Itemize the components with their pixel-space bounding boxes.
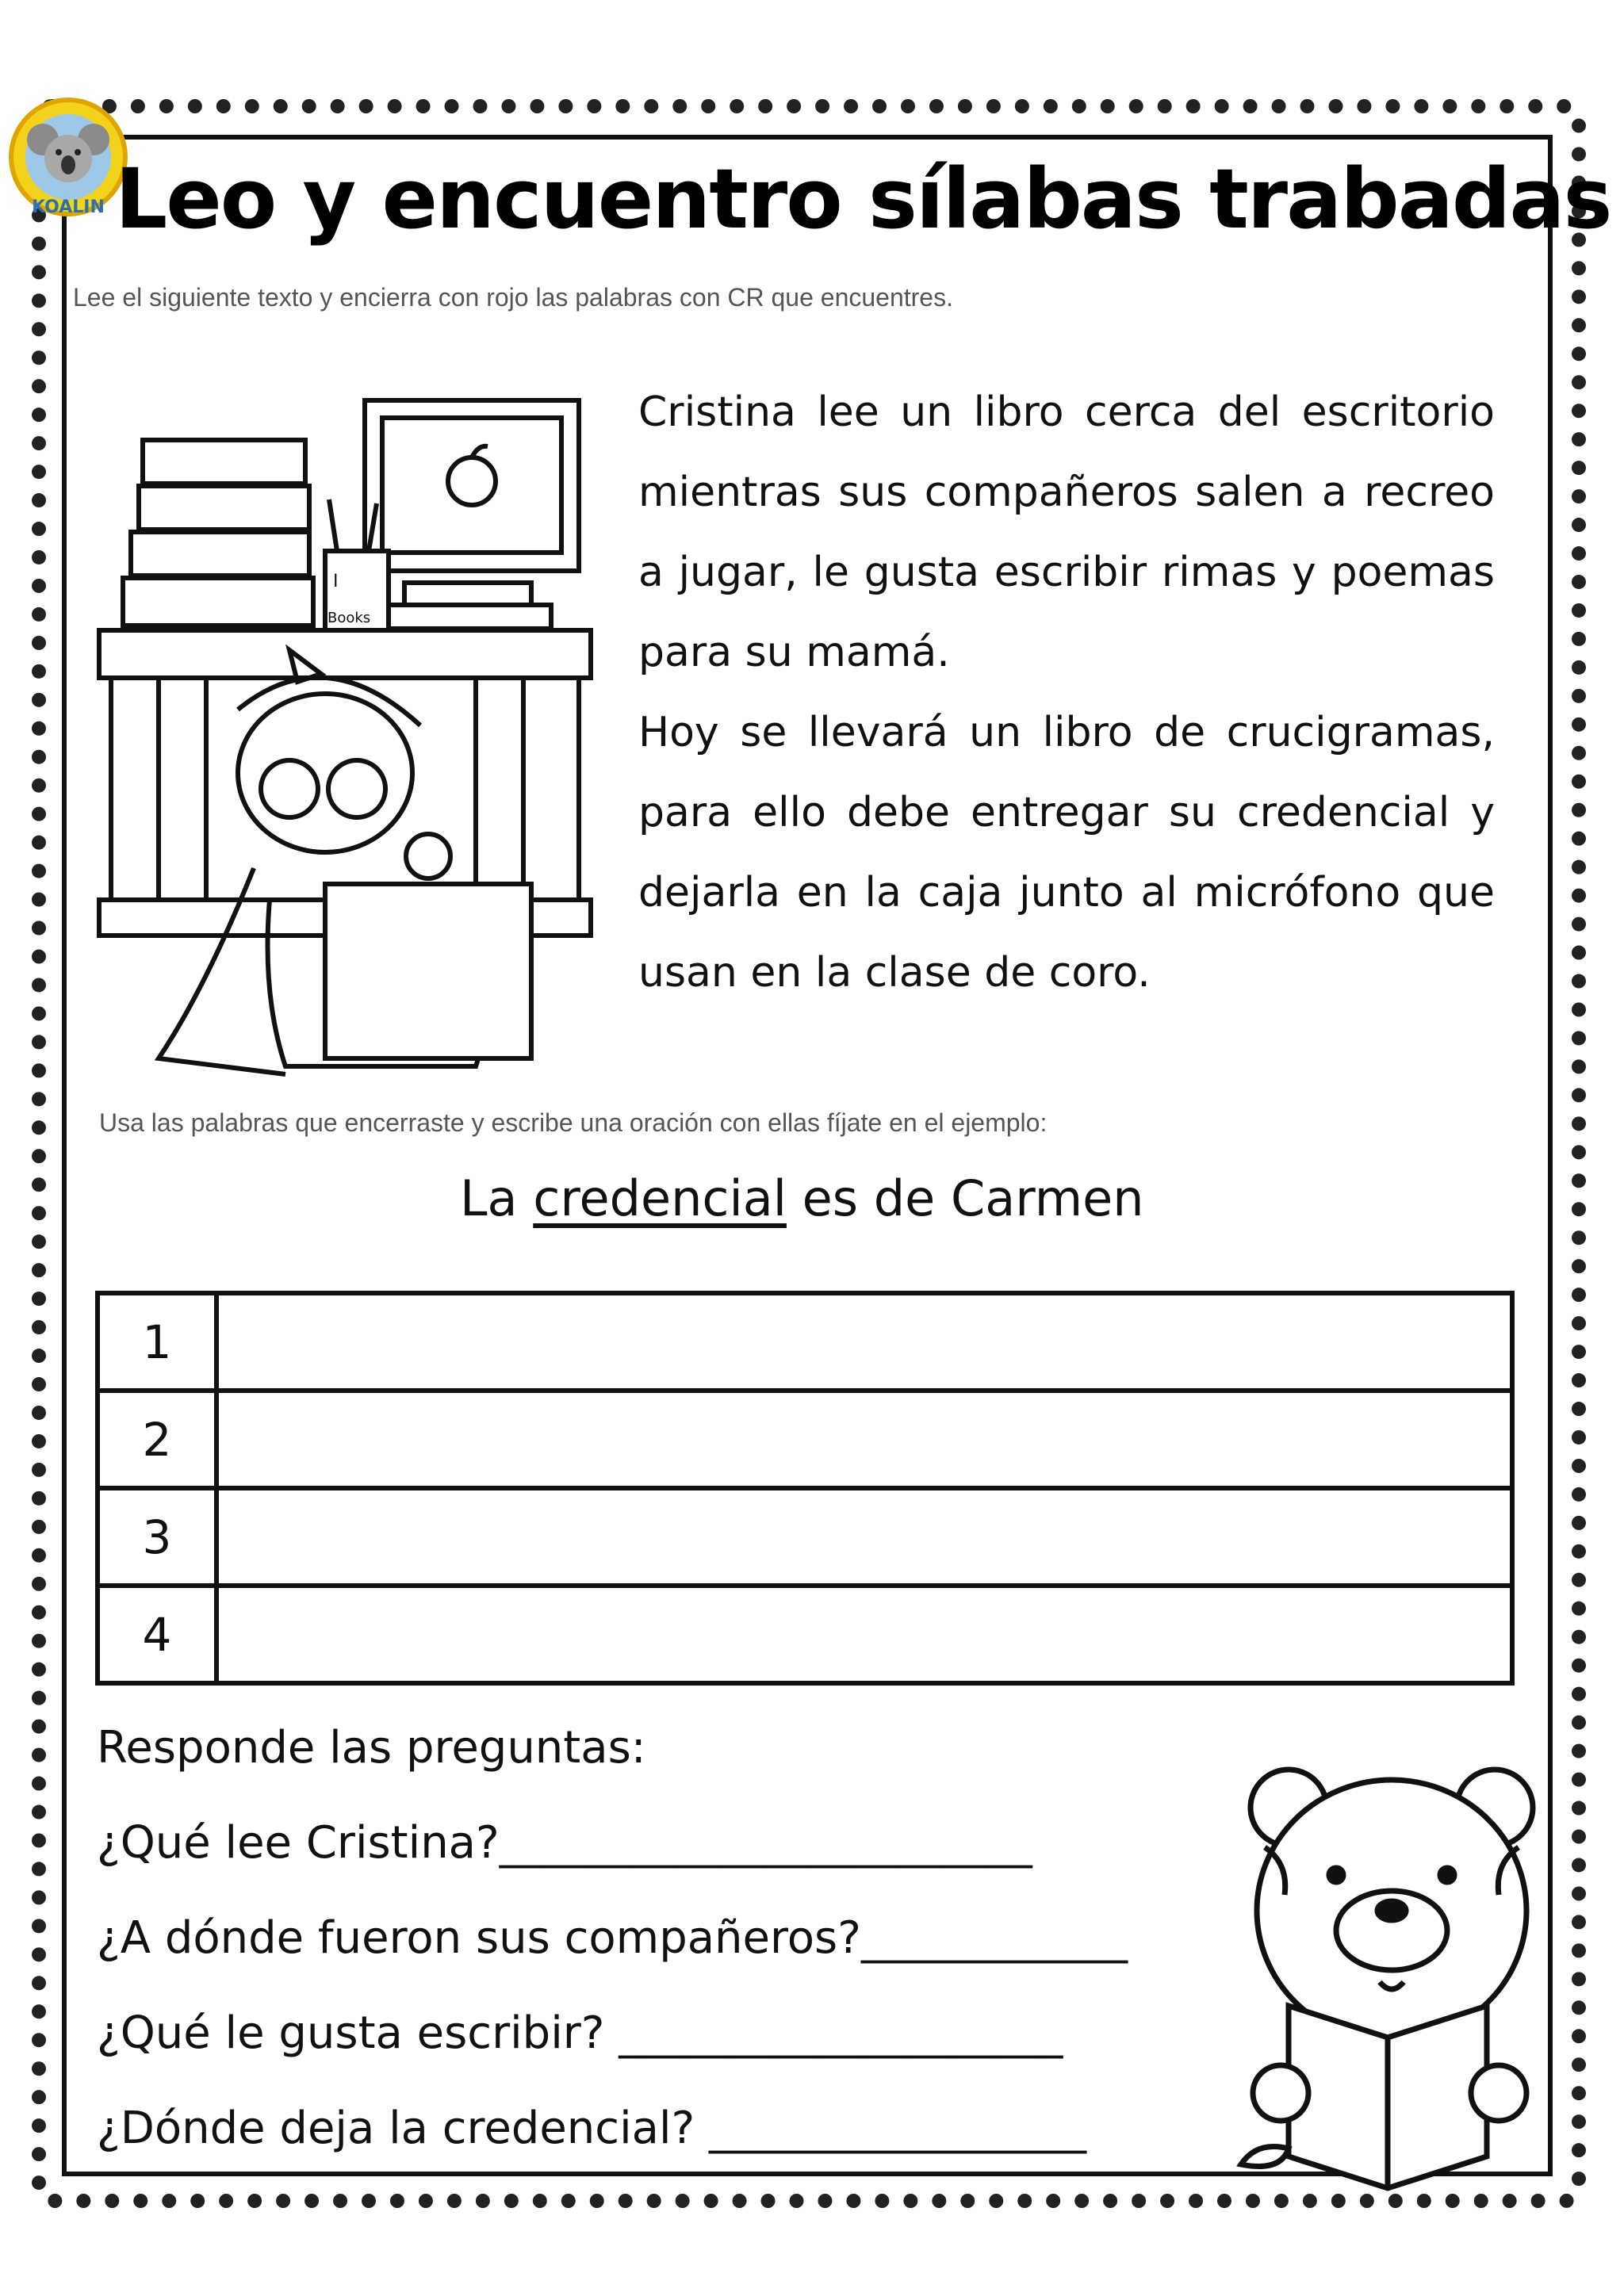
question-item[interactable]: ¿Qué le gusta escribir? ____________________	[97, 2007, 1063, 2059]
table-row	[98, 1391, 1512, 1488]
logo-text: KOALIN	[32, 197, 105, 217]
question-item[interactable]: ¿Dónde deja la credencial? _________________	[97, 2103, 1087, 2154]
table-row	[98, 1488, 1512, 1586]
question-item[interactable]: ¿Qué lee Cristina?________________________	[97, 1817, 1032, 1869]
table-row	[98, 1293, 1512, 1391]
example-sentence	[460, 1169, 1174, 1227]
table-row	[98, 1586, 1512, 1683]
row-number: 4	[98, 1586, 216, 1683]
sentence-answer-field[interactable]	[216, 1488, 1512, 1586]
page-title: Leo y encuentro sílabas trabadas	[115, 151, 1611, 247]
questions-heading: Responde las preguntas:	[97, 1722, 646, 1774]
sentence-writing-table	[95, 1291, 1515, 1686]
story-paragraph-2: Hoy se llevará un libro de crucigramas, para ello debe entregar su credencial y dejarla en la caja junto al micrófono que usan en la clase de coro.	[638, 709, 1495, 997]
tiger-reading-book-icon	[1233, 1752, 1598, 2196]
row-number: 2	[98, 1391, 216, 1488]
jar-text-books: Books	[327, 610, 371, 626]
question-item[interactable]: ¿A dónde fueron sus compañeros?____________	[97, 1912, 1128, 1964]
jar-text-i: I	[333, 572, 339, 591]
sentence-answer-field[interactable]	[216, 1293, 1512, 1391]
questions-section	[97, 1722, 1128, 2198]
story-text	[638, 373, 1495, 1013]
sentence-answer-field[interactable]	[216, 1586, 1512, 1683]
example-after: es de Carmen	[786, 1169, 1144, 1227]
example-underlined-word: credencial	[533, 1169, 787, 1227]
girl-reading-at-desk-illustration	[95, 392, 603, 1090]
row-number: 3	[98, 1488, 216, 1586]
koala-logo-icon	[5, 94, 132, 220]
story-paragraph-1: Cristina lee un libro cerca del escritorio mientras sus compañeros salen a recreo a jugar, le gusta escribir rimas y poemas para su mamá.	[638, 388, 1495, 676]
example-before: La	[460, 1169, 534, 1227]
sentence-answer-field[interactable]	[216, 1391, 1512, 1488]
writing-instruction: Usa las palabras que encerraste y escribe una oración con ellas fíjate en el ejemplo:	[99, 1108, 1048, 1137]
row-number: 1	[98, 1293, 216, 1391]
reading-instruction: Lee el siguiente texto y encierra con rojo las palabras con CR que encuentres.	[73, 283, 953, 312]
